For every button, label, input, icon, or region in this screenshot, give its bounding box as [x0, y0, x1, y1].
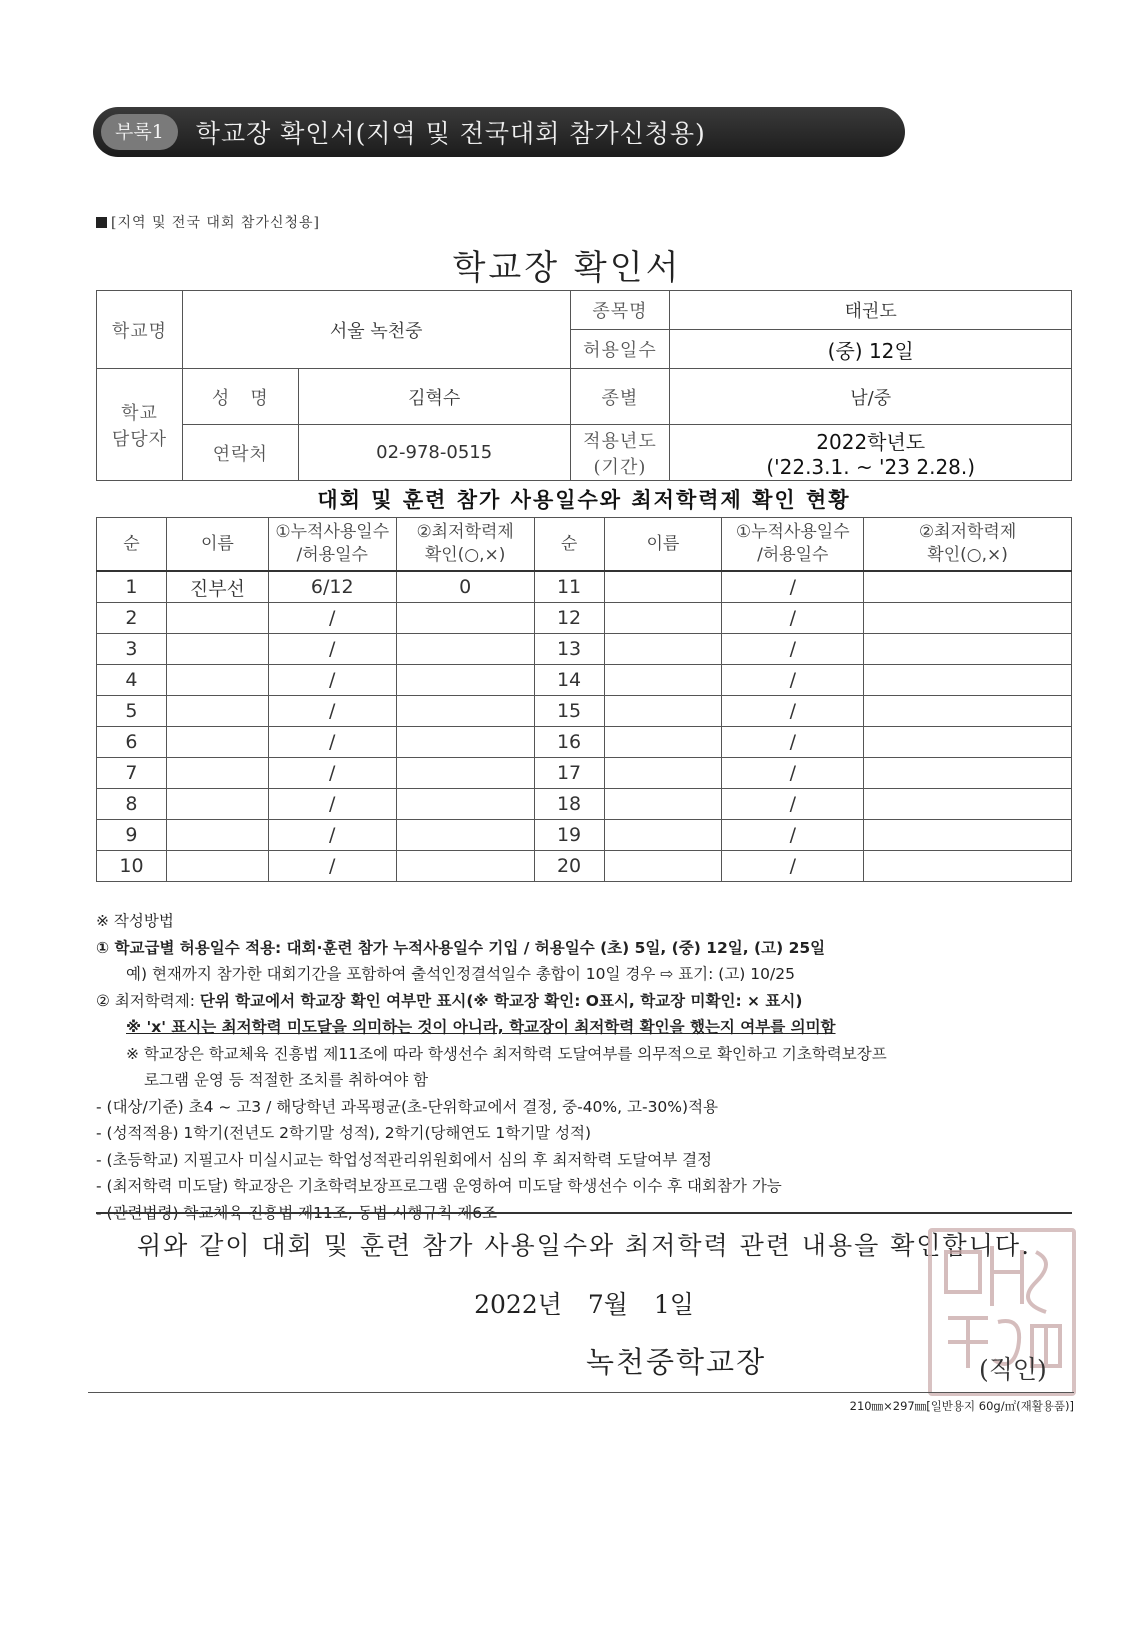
cell-days: / [722, 634, 864, 665]
school-info-table [96, 290, 1072, 481]
cell-no: 11 [534, 571, 604, 603]
cell-check [396, 634, 534, 665]
sport-label: 종목명 [570, 291, 670, 330]
cell-days: / [722, 820, 864, 851]
cell-name [604, 727, 722, 758]
cell-check [864, 696, 1072, 727]
cell-name [604, 665, 722, 696]
cell-check [864, 820, 1072, 851]
cell-name [166, 758, 268, 789]
appendix-banner [93, 107, 905, 157]
cell-check [396, 665, 534, 696]
cell-no: 5 [97, 696, 167, 727]
cell-check [864, 665, 1072, 696]
cell-name [166, 603, 268, 634]
note-principal-duty: ※ 학교장은 학교체육 진흥법 제11조에 따라 학생선수 최저학력 도달여부를 의무적으로 확인하고 기초학력보장프 [126, 1044, 887, 1063]
table-row [97, 634, 1072, 665]
cell-days: / [722, 758, 864, 789]
col-header-no: 순 [97, 518, 167, 572]
cell-check: 0 [396, 571, 534, 603]
cell-name [604, 603, 722, 634]
table-row [97, 851, 1072, 882]
cell-check [396, 603, 534, 634]
cell-days: / [268, 851, 396, 882]
table-row [97, 727, 1072, 758]
table-row [97, 571, 1072, 603]
cell-no: 1 [97, 571, 167, 603]
cell-check [396, 758, 534, 789]
cell-check [864, 758, 1072, 789]
cell-check [396, 789, 534, 820]
cell-name [604, 571, 722, 603]
cell-no: 18 [534, 789, 604, 820]
cell-check [864, 851, 1072, 882]
cell-days: / [722, 851, 864, 882]
document-title: 학교장 확인서 [452, 248, 682, 288]
cell-name [604, 851, 722, 882]
manager-label: 학교 담당자 [97, 369, 183, 481]
seal-mark-label: (직인) [979, 1355, 1047, 1384]
cell-no: 20 [534, 851, 604, 882]
cell-check [864, 571, 1072, 603]
cell-days: / [722, 603, 864, 634]
cell-no: 17 [534, 758, 604, 789]
col-header-check: ②최저학력제 확인(○,×) [864, 518, 1072, 572]
cell-name [166, 820, 268, 851]
cell-name: 진부선 [166, 571, 268, 603]
cell-no: 2 [97, 603, 167, 634]
detail-not-reached: - (최저학력 미도달) 학교장은 기초학력보장프로그램 운영하여 미도달 학생선수 이수 후 대회참가 가능 [96, 1177, 782, 1195]
cell-name [166, 634, 268, 665]
cell-days: / [268, 603, 396, 634]
contact-value: 02-978-0515 [298, 425, 570, 481]
cell-no: 13 [534, 634, 604, 665]
col-header-name: 이름 [166, 518, 268, 572]
section-title: 대회 및 훈련 참가 사용일수와 최저학력제 확인 현황 [317, 487, 851, 512]
cell-name [604, 758, 722, 789]
cell-no: 7 [97, 758, 167, 789]
cell-name [604, 820, 722, 851]
appendix-title: 학교장 확인서(지역 및 전국대회 참가신청용) [195, 119, 706, 148]
cell-name [166, 696, 268, 727]
cell-no: 4 [97, 665, 167, 696]
cell-days: / [722, 665, 864, 696]
bottom-divider [88, 1392, 1074, 1393]
table-row [97, 603, 1072, 634]
confirmation-date: 2022년 7월 1일 [474, 1290, 694, 1319]
appendix-tab: 부록1 [101, 114, 178, 150]
school-name-label: 학교명 [97, 291, 183, 369]
cell-days: / [268, 820, 396, 851]
contact-label: 연락처 [182, 425, 298, 481]
cell-days: / [268, 696, 396, 727]
cell-no: 19 [534, 820, 604, 851]
cell-name [166, 851, 268, 882]
cell-check [864, 789, 1072, 820]
cell-no: 9 [97, 820, 167, 851]
cell-days: / [722, 571, 864, 603]
cell-check [396, 727, 534, 758]
person-name-label: 성 명 [182, 369, 298, 425]
cell-days: / [722, 727, 864, 758]
cell-days: / [722, 789, 864, 820]
category-value: 남/중 [670, 369, 1072, 425]
table-row [97, 789, 1072, 820]
note-example: 예) 현재까지 참가한 대회기간을 포함하여 출석인정결석일수 총합이 10일 경우 ⇨ 표기: (고) 10/25 [126, 965, 795, 983]
cell-days: / [268, 727, 396, 758]
cell-no: 14 [534, 665, 604, 696]
detail-elementary: - (초등학교) 지필고사 미실시교는 학업성적관리위원회에서 심의 후 최저학력 도달여부 결정 [96, 1150, 713, 1169]
table-row [97, 665, 1072, 696]
col-header-days: ①누적사용일수 /허용일수 [268, 518, 396, 572]
person-name-value: 김혁수 [298, 369, 570, 425]
note-allowed-days: ① 학교급별 허용일수 적용: 대회·훈련 참가 누적사용일수 기입 / 허용일수 (초) 5일, (중) 12일, (고) 25일 [96, 938, 826, 957]
divider [96, 1212, 1072, 1214]
principal-title: 녹천중학교장 [586, 1345, 767, 1379]
school-name-value: 서울 녹천중 [182, 291, 570, 369]
form-type-label: [지역 및 전국 대회 참가신청용] [96, 212, 320, 232]
cell-name [604, 634, 722, 665]
note-x-meaning: ※ 'x' 표시는 최저학력 미도달을 의미하는 것이 아니라, 학교장이 최저학력 확인을 했는지 여부를 의미함 [126, 1018, 836, 1036]
detail-law: - (관련법령) 학교체육 진흥법 제11조, 동법 시행규칙 제6조 [96, 1203, 498, 1222]
note-principal-duty-cont: 로그램 운영 등 적절한 조치를 취하여야 함 [144, 1071, 429, 1089]
year-value: 2022학년도 ('22.3.1. ~ '23 2.28.) [670, 425, 1072, 481]
sport-value: 태권도 [670, 291, 1072, 330]
category-label: 종별 [570, 369, 670, 425]
note-min-academic: ② 최저학력제: 단위 학교에서 학교장 확인 여부만 표시(※ 학교장 확인: O표시, 학교장 미확인: × 표시) [96, 991, 803, 1010]
col-header-name: 이름 [604, 518, 722, 572]
cell-no: 16 [534, 727, 604, 758]
allowed-days-value: (중) 12일 [670, 330, 1072, 369]
table-row [97, 820, 1072, 851]
cell-no: 12 [534, 603, 604, 634]
table-row [97, 696, 1072, 727]
cell-name [166, 789, 268, 820]
cell-no: 10 [97, 851, 167, 882]
square-bullet-icon [96, 217, 107, 228]
cell-name [604, 789, 722, 820]
cell-check [864, 727, 1072, 758]
cell-days: 6/12 [268, 571, 396, 603]
cell-check [396, 820, 534, 851]
table-row [97, 758, 1072, 789]
year-label: 적용년도 (기간) [570, 425, 670, 481]
cell-days: / [268, 789, 396, 820]
cell-name [604, 696, 722, 727]
cell-name [166, 727, 268, 758]
cell-name [166, 665, 268, 696]
cell-check [396, 851, 534, 882]
cell-no: 3 [97, 634, 167, 665]
confirmation-statement: 위와 같이 대회 및 훈련 참가 사용일수와 최저학력 관련 내용을 확인합니다. [137, 1231, 1031, 1260]
cell-no: 15 [534, 696, 604, 727]
cell-check [864, 634, 1072, 665]
cell-days: / [722, 696, 864, 727]
cell-days: / [268, 665, 396, 696]
instructions-heading: ※ 작성방법 [96, 912, 174, 930]
detail-target: - (대상/기준) 초4 ~ 고3 / 해당학년 과목평균(초-단위학교에서 결정, 중-40%, 고-30%)적용 [96, 1097, 719, 1116]
detail-grades: - (성적적용) 1학기(전년도 2학기말 성적), 2학기(당해연도 1학기말 성적) [96, 1124, 592, 1142]
cell-check [864, 603, 1072, 634]
participants-table [96, 517, 1072, 882]
instructions [96, 908, 1086, 1226]
col-header-days: ①누적사용일수 /허용일수 [722, 518, 864, 572]
cell-check [396, 696, 534, 727]
col-header-check: ②최저학력제 확인(○,×) [396, 518, 534, 572]
cell-days: / [268, 634, 396, 665]
cell-days: / [268, 758, 396, 789]
allowed-days-label: 허용일수 [570, 330, 670, 369]
col-header-no: 순 [534, 518, 604, 572]
paper-spec: 210㎜×297㎜[일반용지 60g/㎡(재활용품)] [849, 1399, 1074, 1413]
cell-no: 8 [97, 789, 167, 820]
cell-no: 6 [97, 727, 167, 758]
